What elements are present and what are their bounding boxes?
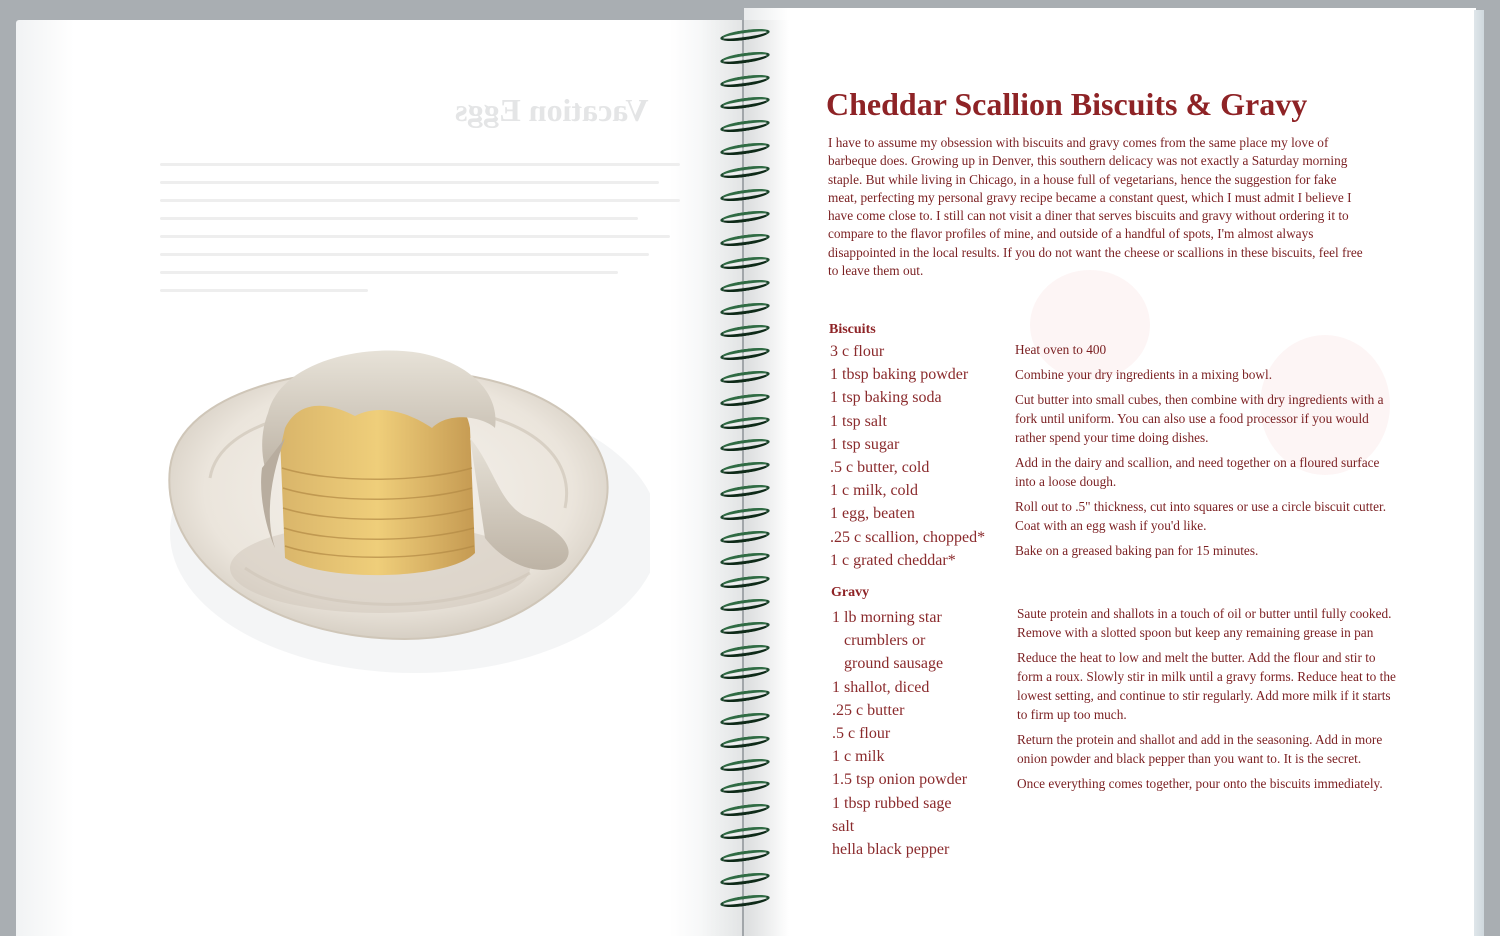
coil-loop — [720, 551, 771, 568]
coil-loop — [720, 369, 771, 386]
coil-loop — [720, 255, 771, 272]
recipe-intro: I have to assume my obsession with biscuits and gravy comes from the same place my love of barbeque does. Growing up in Denver, this southern delicacy was not exactly a Saturday morning staple. But while living in Chicago, in a house full of vegetarians, hence the suggestion for fake meat, perfecting my personal gravy recipe became a constant quest, which I must admit I believe I have come close to. I still can not visit a diner that serves biscuits and gravy without ordering it to compare to the flavor profiles of mine, and outside of a handful of spots, I'm almost always disappointed in the local results. If you do not want the cheese or scallions in these biscuits, feel free to leave them out. — [828, 135, 1363, 279]
ingredient-item: 1 tsp salt — [830, 412, 887, 430]
coil-loop — [720, 141, 771, 158]
coil-loop — [720, 825, 771, 842]
step-item: Heat oven to 400 — [1015, 342, 1107, 357]
bleed-through-text — [160, 148, 680, 307]
coil-loop — [720, 232, 771, 249]
coil-loop — [720, 597, 771, 614]
coil-loop — [720, 505, 771, 522]
ingredient-item: crumblers or — [844, 632, 926, 650]
ingredient-item: .25 c scallion, chopped* — [830, 528, 986, 546]
gravy-heading: Gravy — [831, 585, 870, 600]
ingredient-item: .25 c butter — [832, 701, 905, 719]
coil-loop — [720, 733, 771, 750]
ingredient-item: 3 c flour — [830, 343, 885, 360]
step-item: Roll out to .5" thickness, cut into squares or use a circle biscuit cutter. Coat with an egg wash if you'd like. — [1015, 499, 1387, 533]
ingredient-item: .5 c butter, cold — [830, 459, 930, 477]
coil-loop — [720, 870, 771, 887]
step-item: Add in the dairy and scallion, and need together on a floured surface into a loose dough. — [1015, 455, 1380, 489]
coil-loop — [720, 847, 771, 864]
coil-loop — [720, 483, 771, 500]
ingredient-item: 1 egg, beaten — [830, 505, 915, 523]
coil-loop — [720, 779, 771, 796]
ingredient-item: 1 tsp baking soda — [830, 389, 942, 407]
coil-loop — [720, 186, 771, 203]
coil-binding — [716, 30, 776, 920]
gravy-ingredients — [832, 606, 967, 861]
page-edge — [1474, 10, 1484, 936]
step-item: Combine your dry ingredients in a mixing bowl. — [1015, 367, 1273, 382]
coil-loop — [720, 642, 771, 659]
ingredient-item: hella black pepper — [832, 841, 950, 859]
step-item: Return the protein and shallot and add in the seasoning. Add in more onion powder and black pepper than you want to. It is the secret. — [1017, 732, 1383, 766]
coil-loop — [720, 346, 771, 363]
ingredient-item: 1 tsp sugar — [830, 435, 900, 453]
coil-loop — [720, 277, 771, 294]
coil-loop — [720, 323, 771, 340]
coil-loop — [720, 72, 771, 89]
coil-loop — [720, 95, 771, 112]
ingredient-item: .5 c flour — [832, 725, 891, 743]
ingredient-item: 1.5 tsp onion powder — [832, 771, 968, 789]
coil-loop — [720, 391, 771, 408]
biscuits-ingredients — [830, 340, 985, 572]
ingredient-item: 1 c milk, cold — [830, 482, 918, 500]
step-item: Reduce the heat to low and melt the butter. Add the flour and stir to form a roux. Slowly stir in milk until a gravy forms. Reduce heat to the lowest setting, and continue to stir regularly. Add more milk if it starts to firm up too much. — [1017, 650, 1396, 722]
coil-loop — [720, 49, 771, 66]
coil-loop — [720, 528, 771, 545]
coil-loop — [720, 802, 771, 819]
coil-loop — [720, 893, 771, 910]
coil-loop — [720, 574, 771, 591]
ingredient-item: 1 c grated cheddar* — [830, 551, 956, 569]
ingredient-item: 1 tbsp rubbed sage — [832, 794, 952, 812]
gravy-steps — [1017, 604, 1397, 799]
biscuits-heading: Biscuits — [829, 322, 876, 337]
coil-loop — [720, 27, 771, 44]
biscuits-steps — [1015, 340, 1395, 566]
step-item: Cut butter into small cubes, then combine with dry ingredients with a fork until uniform. You can also use a food processor if you would rather spend your time doing dishes. — [1015, 392, 1384, 445]
coil-loop — [720, 163, 771, 180]
coil-loop — [720, 688, 771, 705]
step-item: Once everything comes together, pour onto the biscuits immediately. — [1017, 776, 1383, 791]
step-item: Saute protein and shallots in a touch of oil or butter until fully cooked. Remove with a slotted spoon but keep any remaining grease in pan — [1017, 606, 1392, 640]
ingredient-item: 1 c milk — [832, 748, 885, 766]
coil-loop — [720, 414, 771, 431]
coil-loop — [720, 209, 771, 226]
coil-loop — [720, 756, 771, 773]
ingredient-item: 1 lb morning star — [832, 609, 942, 626]
biscuits-gravy-photo — [150, 318, 650, 678]
step-item: Bake on a greased baking pan for 15 minutes. — [1015, 543, 1259, 558]
coil-loop — [720, 619, 771, 636]
recipe-title: Cheddar Scallion Biscuits & Gravy — [826, 86, 1308, 122]
ingredient-item: ground sausage — [844, 655, 944, 673]
ingredient-item: salt — [832, 817, 855, 835]
coil-loop — [720, 437, 771, 454]
ingredient-item: 1 tbsp baking powder — [830, 366, 969, 384]
bleed-through-title: Vacation Eggs — [455, 92, 649, 128]
coil-loop — [720, 300, 771, 317]
coil-loop — [720, 118, 771, 135]
ingredient-item: 1 shallot, diced — [832, 678, 930, 696]
coil-loop — [720, 460, 771, 477]
coil-loop — [720, 711, 771, 728]
coil-loop — [720, 665, 771, 682]
